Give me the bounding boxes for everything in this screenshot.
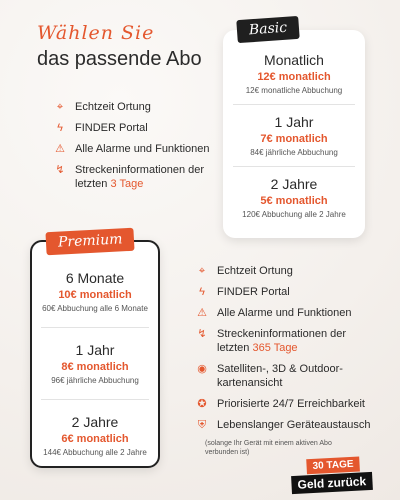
- basic-feature-list: [53, 100, 223, 198]
- premium-feature-item: ✪ Priorisierte 24/7 Erreichbarkeit: [195, 397, 375, 411]
- option-billing: 96€ jährliche Abbuchung: [51, 376, 139, 385]
- alarm-warning-icon: ⚠: [197, 307, 207, 319]
- basic-option-2-years[interactable]: [223, 176, 365, 219]
- option-billing: 144€ Abbuchung alle 2 Jahre: [43, 448, 147, 457]
- premium-feature-item: ⚠ Alle Alarme und Funktionen: [195, 306, 375, 320]
- option-period: 2 Jahre: [71, 414, 119, 430]
- option-price: 8€ monatlich: [61, 361, 129, 373]
- option-period: 1 Jahr: [274, 114, 314, 130]
- basic-feature-item: ⚠ Alle Alarme und Funktionen: [53, 142, 223, 156]
- route-icon: ↯: [197, 328, 207, 340]
- option-billing: 12€ monatliche Abbuchung: [245, 86, 343, 95]
- basic-plan-card[interactable]: [223, 19, 365, 238]
- headline-script: Wählen Sie: [37, 22, 155, 44]
- option-period: 1 Jahr: [75, 342, 115, 358]
- map-pin-icon: ◉: [197, 363, 207, 375]
- option-price: 6€ monatlich: [61, 433, 129, 445]
- premium-option-2-years[interactable]: [32, 414, 158, 457]
- location-signal-icon: ⌖: [198, 265, 206, 277]
- premium-option-1-year[interactable]: [32, 342, 158, 385]
- basic-feature-item: ϟ FINDER Portal: [53, 121, 223, 135]
- route-icon: ↯: [55, 164, 65, 176]
- lightning-icon: ϟ: [199, 286, 205, 298]
- basic-option-monthly[interactable]: [223, 52, 365, 95]
- option-price: 7€ monatlich: [260, 133, 328, 145]
- option-billing: 84€ jährliche Abbuchung: [250, 148, 338, 157]
- divider: [233, 104, 355, 105]
- option-period: 6 Monate: [65, 270, 125, 286]
- divider: [233, 166, 355, 167]
- money-back-label: Geld zurück: [291, 472, 373, 494]
- option-period: Monatlich: [264, 52, 324, 68]
- option-price: 5€ monatlich: [260, 195, 328, 207]
- money-back-days: 30 TAGE: [306, 457, 360, 475]
- premium-feature-item: ⛨ Lebenslanger Geräteaustausch: [195, 418, 375, 432]
- basic-feature-item: ↯ Streckeninformationen der letzten 3 Tage: [53, 163, 223, 191]
- premium-history-days: 365 Tage: [252, 342, 298, 354]
- divider: [41, 327, 149, 328]
- priority-icon: ✪: [197, 398, 207, 410]
- basic-badge: Basic: [236, 16, 300, 43]
- option-billing: 120€ Abbuchung alle 2 Jahre: [242, 210, 346, 219]
- premium-feature-item: ↯ Streckeninformationen der letzten 365 Tage: [195, 327, 375, 355]
- basic-feature-item: ⌖ Echtzeit Ortung: [53, 100, 223, 114]
- premium-feature-item: ⌖ Echtzeit Ortung: [195, 264, 375, 278]
- option-price: 10€ monatlich: [58, 289, 132, 301]
- headline-plain: das passende Abo: [37, 48, 202, 70]
- lightning-icon: ϟ: [57, 122, 63, 134]
- premium-badge: Premium: [45, 228, 135, 256]
- option-billing: 60€ Abbuchung alle 6 Monate: [42, 304, 148, 313]
- alarm-warning-icon: ⚠: [55, 143, 65, 155]
- shield-check-icon: ⛨: [197, 419, 207, 431]
- option-period: 2 Jahre: [270, 176, 318, 192]
- divider: [41, 399, 149, 400]
- option-price: 12€ monatlich: [257, 71, 331, 83]
- basic-history-days: 3 Tage: [110, 178, 144, 190]
- location-signal-icon: ⌖: [56, 101, 64, 113]
- premium-feature-item: ◉ Satelliten-, 3D & Outdoor-kartenansicht: [195, 362, 375, 390]
- money-back-badge: [290, 453, 373, 494]
- premium-option-6-months[interactable]: [32, 270, 158, 313]
- premium-feature-item: ϟ FINDER Portal: [195, 285, 375, 299]
- device-exchange-note: (solange Ihr Gerät mit einem aktiven Abo verbunden ist): [205, 440, 332, 456]
- premium-plan-card[interactable]: [30, 231, 160, 468]
- headline: [37, 22, 202, 71]
- premium-feature-list: [195, 264, 375, 439]
- basic-option-1-year[interactable]: [223, 114, 365, 157]
